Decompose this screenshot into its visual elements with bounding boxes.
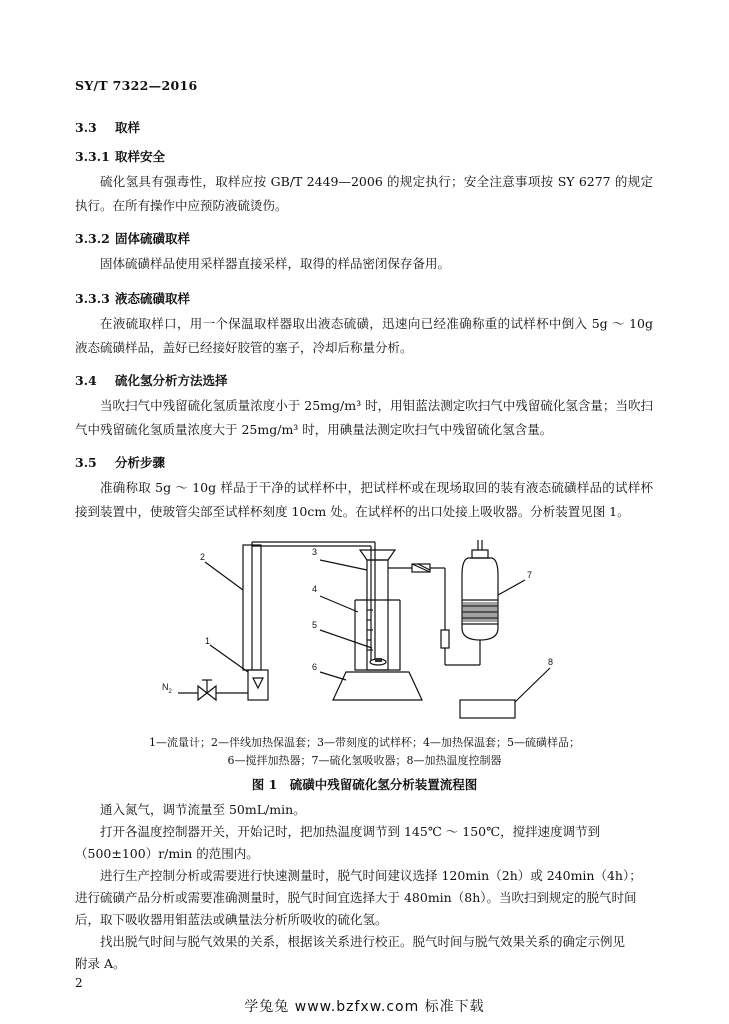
paragraph-3-5: 准确称取 5g ～ 10g 样品于干净的试样杯中，把试样杯或在现场取回的装有液态硫磺样品的试样杯接到装置中，使玻管尖部至试样杯刻度 10cm 处。在试样杯的出口处接上吸收器。分析装置见图 1。 <box>75 480 653 519</box>
n2-label: $N_2$ <box>162 682 172 695</box>
paragraph-3-4: 当吹扫气中残留硫化氢质量浓度小于 25mg/m³ 时，用钼蓝法测定吹扫气中残留硫化氢含量；当吹扫气中残留硫化氢质量浓度大于 25mg/m³ 时，用碘量法测定吹扫气中残留硫化氢含量。 <box>75 398 653 437</box>
step-line-3: （500±100）r/min 的范围内。 <box>75 846 259 861</box>
heading-title: 硫化氢分析方法选择 <box>115 373 228 388</box>
label-3: 3 <box>312 547 318 557</box>
label-5: 5 <box>312 620 318 630</box>
label-6: 6 <box>312 662 318 672</box>
heading-title: 取样 <box>115 120 141 135</box>
cup-stopper <box>360 550 395 560</box>
heading-number: 3.3.1 <box>75 149 110 164</box>
figure-caption-line-2: 6—搅拌加热器；7—硫化氢吸收器；8—加热温度控制器 <box>227 754 502 767</box>
heading-number: 3.3 <box>75 120 97 135</box>
paragraph-3-3-1: 硫化氢具有强毒性，取样应按 GB/T 2449—2006 的规定执行；安全注意事项按 SY 6277 的规定执行。在所有操作中应预防液硫烫伤。 <box>75 174 653 213</box>
flowmeter-float-icon <box>253 678 263 688</box>
figure-caption-line-1: 1—流量计；2—伴线加热保温套；3—带刻度的试样杯；4—加热保温套；5—硫磺样品； <box>149 736 580 749</box>
h2s-absorber <box>462 558 498 640</box>
heading-3-3-3 <box>75 289 190 307</box>
step-line-8: 附录 A。 <box>75 956 126 971</box>
heading-number: 3.4 <box>75 373 97 388</box>
step-line-7: 找出脱气时间与脱气效果的关系，根据该关系进行校正。脱气时间与脱气效果关系的确定示例见 <box>100 934 626 949</box>
flowmeter-box <box>248 670 268 700</box>
step-line-2: 打开各温度控制器开关，开始记时，把加热温度调节到 145℃ ～ 150℃，搅拌速度调节到 <box>100 824 601 839</box>
apparatus-diagram <box>150 540 570 725</box>
label-7: 7 <box>527 570 533 580</box>
figure-title: 图 1 硫磺中残留硫化氢分析装置流程图 <box>251 777 478 792</box>
heading-title: 分析步骤 <box>115 455 166 470</box>
page-number: 2 <box>75 976 83 990</box>
step-line-5: 进行硫磺产品分析或需要准确测量时，脱气时间宜选择大于 480min（8h）。当吹扫到规定的脱气时间 <box>75 890 637 905</box>
step-line-4: 进行生产控制分析或需要进行快速测量时，脱气时间建议选择 120min（2h）或 240min（4h）； <box>100 868 642 883</box>
heading-number: 3.3.3 <box>75 291 110 306</box>
step-line-6: 后，取下吸收器用钼蓝法或碘量法分析所吸收的硫化氢。 <box>75 912 388 927</box>
heading-number: 3.5 <box>75 455 97 470</box>
heading-title: 固体硫磺取样 <box>115 231 191 246</box>
label-1: 1 <box>205 636 211 646</box>
heading-3-3-2 <box>75 229 190 247</box>
temperature-controller <box>460 700 515 718</box>
label-8: 8 <box>548 657 554 667</box>
heading-title: 液态硫磺取样 <box>115 291 191 306</box>
label-4: 4 <box>312 584 318 594</box>
stirrer-heater <box>333 672 422 700</box>
paragraph-3-3-2: 固体硫磺样品使用采样器直接采样，取得的样品密闭保存备用。 <box>100 256 451 271</box>
heading-3-4 <box>75 371 228 389</box>
heading-number: 3.3.2 <box>75 231 110 246</box>
heading-title: 取样安全 <box>115 149 166 164</box>
graduated-sample-cup <box>367 560 388 670</box>
paragraph-3-3-3: 在液硫取样口，用一个保温取样器取出液态硫磺，迅速向已经准确称重的试样杯中倒入 5g ～ 10g 液态硫磺样品，盖好已经接好胶管的塞子，冷却后称量分析。 <box>75 316 653 355</box>
standard-code: SY/T 7322—2016 <box>75 78 198 93</box>
footer-watermark: 学兔兔 www.bzfxw.com 标准下载 <box>244 999 485 1015</box>
hose-connector-2 <box>441 630 449 648</box>
heading-3-5 <box>75 453 165 471</box>
step-line-1: 通入氮气，调节流量至 50mL/min。 <box>100 802 306 817</box>
label-2: 2 <box>200 552 206 562</box>
heading-3-3 <box>75 118 140 136</box>
heading-3-3-1 <box>75 147 165 165</box>
